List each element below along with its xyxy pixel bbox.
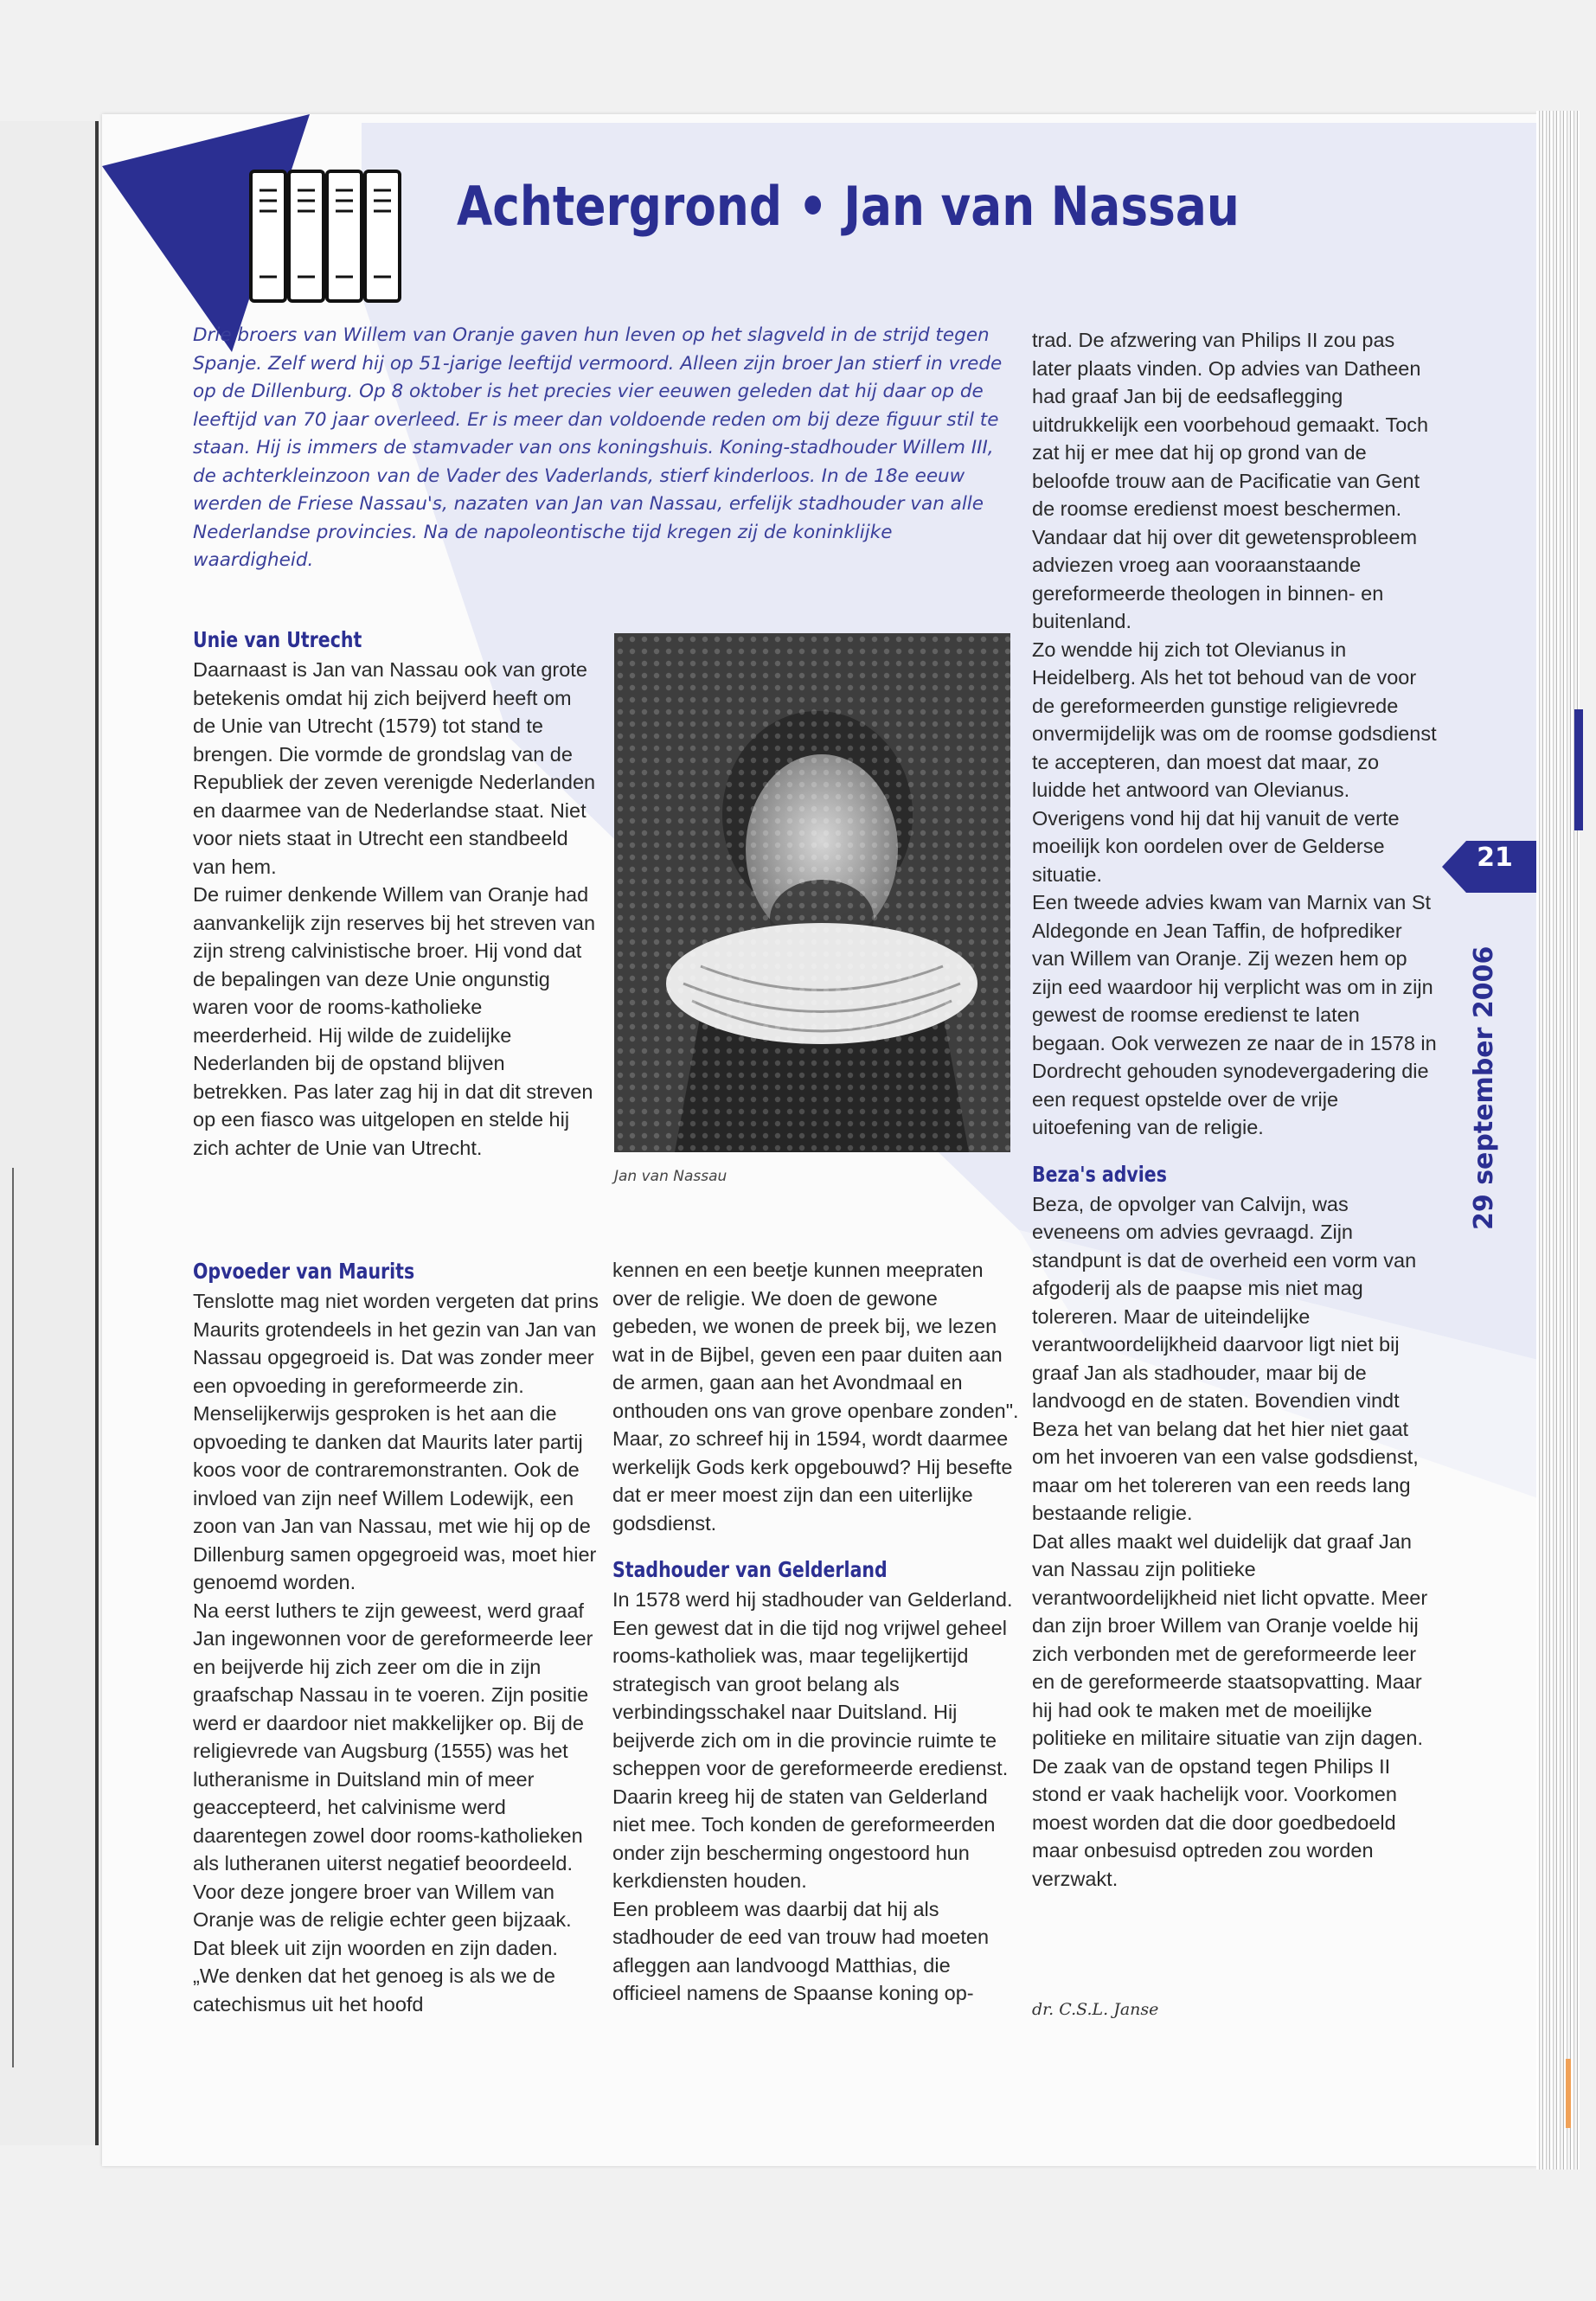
page-number: 21 <box>1477 843 1513 873</box>
paragraph: kennen en een beetje kunnen meepraten over de religie. We doen de gewone gebeden, we wonen de preek bij, we lezen wat in de Bijbel, geven een paar duiten aan de armen, gaan aan het Avondmaal en onthouden ons van grove openbare zonden". Maar, zo schreef hij in 1594, wordt daarmee werkelijk Gods kerk opgebouwd? Hij besefte dat er meer moest zijn dan een uiterlijke godsdienst. <box>612 1259 1019 1535</box>
paragraph: Zo wendde hij zich tot Olevianus in Heidelberg. Als het tot behoud van de voor de gereformeerden gunstige religievrede onvermijdelijk was om de roomse godsdienst te accepteren, dan moest dat maar, zo luidde het antwoord van Olevianus. Overigens vond hij dat hij vanuit de verte moeilijk kon oordelen over de Gelderse situatie. <box>1032 638 1437 886</box>
section-heading-unie: Unie van Utrecht <box>193 627 362 652</box>
portrait-caption: Jan van Nassau <box>614 1168 727 1185</box>
paragraph: Dat alles maakt wel duidelijk dat graaf Jan van Nassau zijn politieke verantwoordelijkheid niet licht opvatte. Meer dan zijn broer Willem van Oranje voelde hij zich verbonden met de gereformeerde leer en de gereformeerde staatsopvatting. Maar hij had ook te maken met de moeilijke politieke en militaire situatie van zijn dagen. De zaak van de opstand tegen Philips II stond er vaak hachelijk voor. Voorkomen moest worden dat die door goedbedoeld maar onbesuisd optreden zou worden verzwakt. <box>1032 1529 1428 1890</box>
portrait-image <box>614 633 1010 1152</box>
column-unie-van-utrecht <box>193 625 599 1162</box>
section-heading-stadhouder: Stadhouder van Gelderland <box>612 1557 888 1582</box>
column-opvoeder-van-maurits <box>193 1256 599 2018</box>
paragraph: Een tweede advies kwam van Marnix van St Aldegonde en Jean Taffin, de hofprediker van Willem van Oranje. Zij wezen hem op zijn eed waardoor hij verplicht was om in zijn gewest de roomse eredienst te laten begaan. Ook verwezen ze naar de in 1578 in Dordrecht gehouden synodevergadering die een request opstelde over de vrije uitoefening van de religie. <box>1032 891 1437 1138</box>
paragraph: Beza, de opvolger van Calvijn, was eveneens om advies gevraagd. Zijn standpunt is dat de overheid een vorm van afgoderij als de paapse mis niet mag tolereren. Maar de uiteindelijke verantwoordelijkheid daarvoor ligt niet bij graaf Jan als stadhouder, maar bij de landvoogd en de staten. Bovendien vindt Beza het van belang dat het hier niet gaat om het invoeren van een valse godsdienst, maar om het tolereren van een reeds lang bestaande religie. <box>1032 1192 1419 1524</box>
issue-date: 29 september 2006 <box>1469 945 1499 1230</box>
paragraph: Na eerst luthers te zijn geweest, werd graaf Jan ingewonnen voor de gereformeerde leer en beijverde hij zich zeer om die in zijn graafschap Nassau in te voeren. Zijn positie werd er daardoor niet makkelijker op. Bij de religievrede van Augsburg (1555) was het lutheranisme in Duitsland min of meer geaccepteerd, het calvinisme werd daarentegen zowel door rooms-katholieken als lutheranen uiterst negatief beoordeeld. Voor deze jongere broer van Willem van Oranje was de religie echter geen bijzaak. Dat bleek uit zijn woorden en zijn daden. „We denken dat het genoeg is als we de catechismus uit het hoofd <box>193 1599 593 2016</box>
intro-paragraph: Drie broers van Willem van Oranje gaven hun leven op het slagveld in de strijd tegen Spanje. Zelf werd hij op 51-jarige leeftijd vermoord. Alleen zijn broer Jan stierf in vrede op de Dillenburg. Op 8 oktober is het precies vier eeuwen geleden dat hij daar op de leeftijd van 70 jaar overleed. Er is meer dan voldoende reden om bij deze figuur stil te staan. Hij is immers de stamvader van ons koningshuis. Koning-stadhouder Willem III, de achterkleinzoon van de Vader des Vaderlands, stierf kinderloos. In de 18e eeuw werden de Friese Nassau's, nazaten van Jan van Nassau, erfelijk stadhouder van alle Nederlandse provincies. Na de napoleontische tijd kregen zij de koninklijke waardigheid. <box>193 324 1003 571</box>
paragraph: In 1578 werd hij stadhouder van Gelderland. Een gewest dat in die tijd nog vrijwel geheel rooms-katholiek was, maar tegelijkertijd strategisch van groot belang als verbindingsschakel naar Duitsland. Hij beijverde zich om in die provincie ruimte te scheppen voor de gereformeerde eredienst. Daarin kreeg hij de staten van Gelderland niet mee. Toch konden de gereformeerden onder zijn bescherming ongestoord hun kerkdiensten houden. <box>612 1588 1013 1892</box>
page-headline: Achtergrond • Jan van Nassau <box>457 175 1240 238</box>
edge-tab-blue <box>1574 709 1583 830</box>
paragraph: trad. De afzwering van Philips II zou pas later plaats vinden. Op advies van Datheen had graaf Jan bij de eedsaflegging uitdrukkelijk een voorbehoud gemaakt. Toch zat hij er mee dat hij op grond van de beloofde trouw aan de Pacificatie van Gent de roomse eredienst moest beschermen. Vandaar dat hij over dit gewetensprobleem adviezen vroeg aan vooraanstaande gereformeerde theologen in binnen- en buitenland. <box>1032 329 1429 632</box>
paragraph: De ruimer denkende Willem van Oranje had aanvankelijk zijn reserves bij het streven van zijn streng calvinistische broer. Hij vond dat de bepalingen van deze Unie ongunstig waren voor de rooms-katholieke meerderheid. Hij wilde de zuidelijke Nederlanden bij de opstand blijven betrekken. Pas later zag hij in dat dit streven op een fiasco was uitgelopen en stelde hij zich achter de Unie van Utrecht. <box>193 883 596 1159</box>
previous-page-edge <box>0 121 99 2145</box>
books-icon <box>240 156 431 320</box>
paragraph: Daarnaast is Jan van Nassau ook van grote betekenis omdat hij zich beijverd heeft om de Unie van Utrecht (1579) tot stand te brengen. Die vormde de grondslag van de Republiek der zeven verenigde Nederlanden en daarmee van de Nederlandse staat. Niet voor niets staat in Utrecht een standbeeld van hem. <box>193 658 596 878</box>
page-stack-edges <box>1536 111 1580 2170</box>
paragraph: Tenslotte mag niet worden vergeten dat prins Maurits grotendeels in het gezin van Jan van Nassau opgegroeid is. Dat was zonder meer een opvoeding in gereformeerde zin. Menselijkerwijs gesproken is het aan die opvoeding te danken dat Maurits later partij koos voor de contraremonstranten. Ook de invloed van zijn neef Willem Lodewijk, een zoon van Jan van Nassau, met wie hij op de Dillenburg samen opgegroeid was, moet hier genoemd worden. <box>193 1290 599 1593</box>
author-signature: dr. C.S.L. Janse <box>1032 2000 1159 2019</box>
section-heading-opvoeder: Opvoeder van Maurits <box>193 1259 415 1284</box>
section-heading-beza: Beza's advies <box>1032 1161 1167 1187</box>
column-middle <box>612 1256 1019 2008</box>
previous-page-rule <box>0 1168 14 2067</box>
paragraph: Een probleem was daarbij dat hij als stadhouder de eed van trouw had moeten afleggen aan landvoogd Matthias, die officieel namens de Spaanse koning op- <box>612 1897 990 2004</box>
magazine-page <box>102 114 1538 2166</box>
column-right <box>1032 326 1439 1893</box>
edge-tab-orange <box>1566 2059 1571 2128</box>
